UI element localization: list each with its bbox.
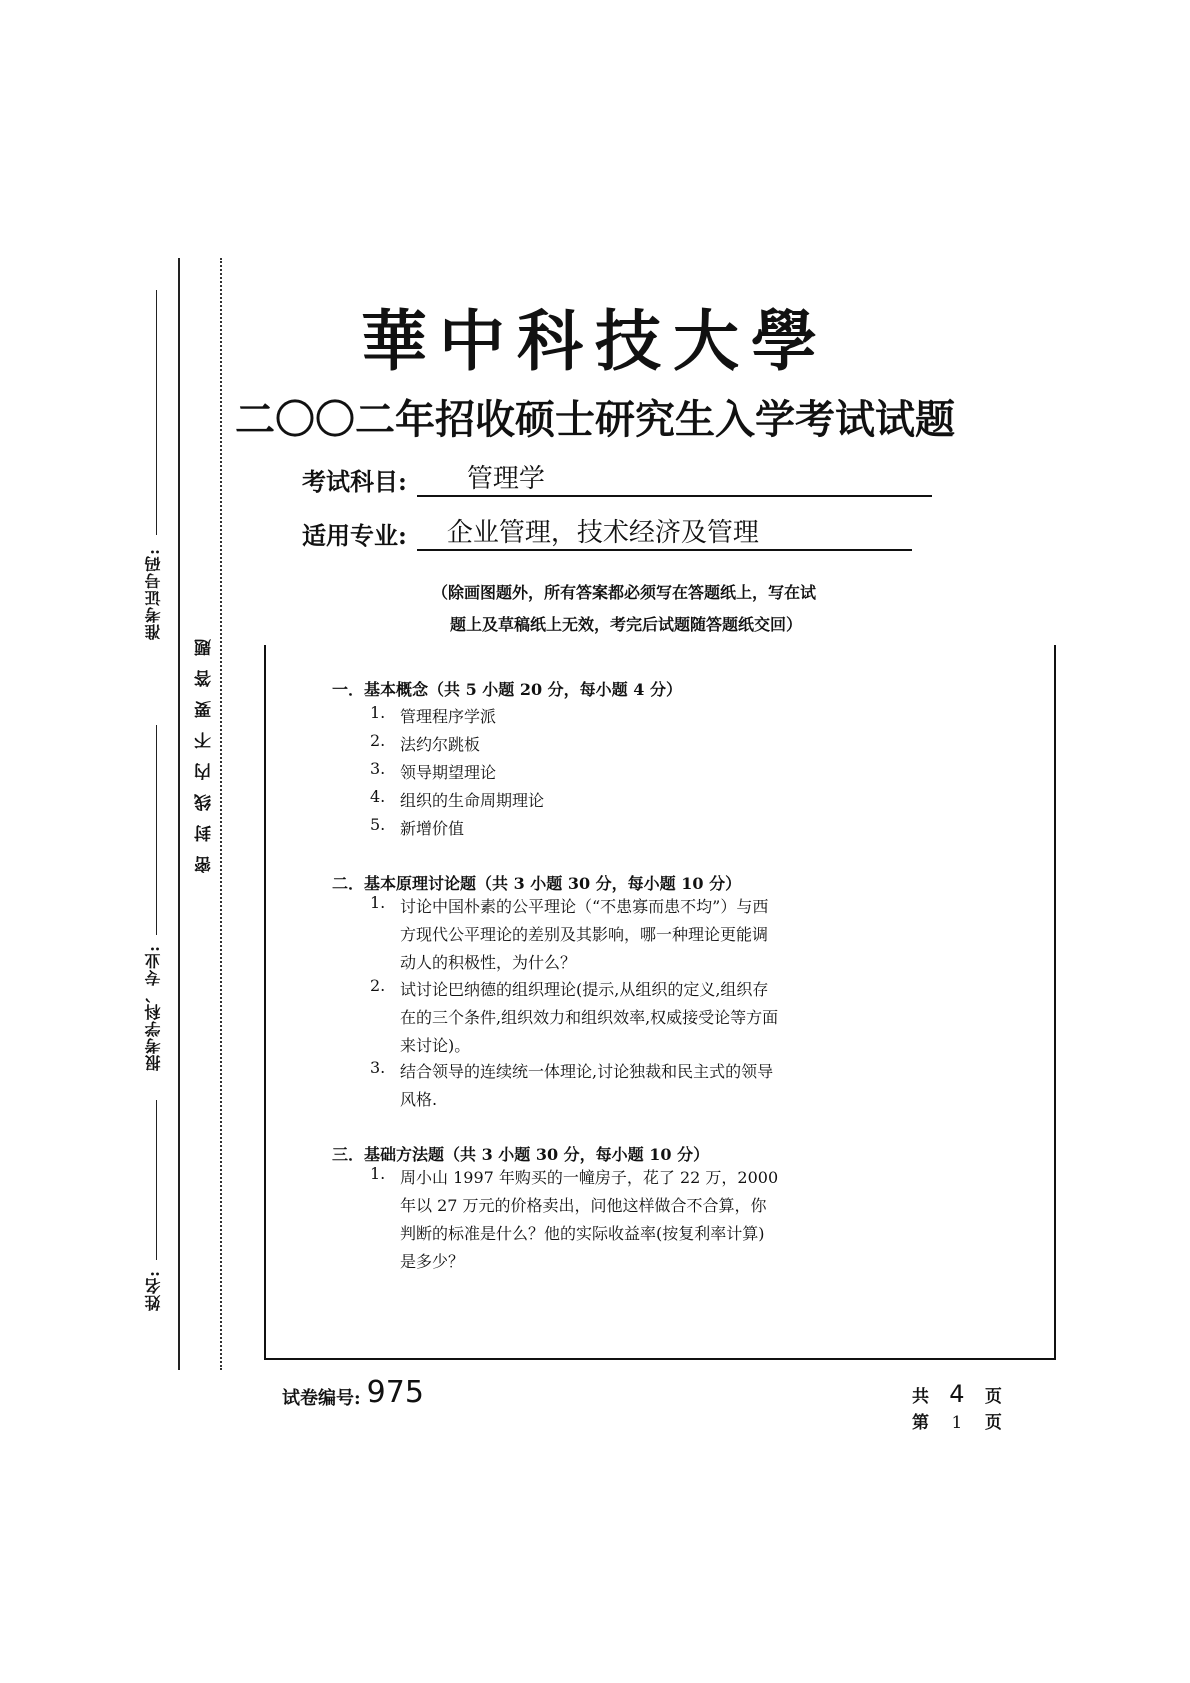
name-label: 姓名:: [144, 1270, 163, 1311]
list-item: 4. 组织的生命周期理论: [370, 787, 545, 810]
list-item: 3. 结合领导的连续统一体理论,讨论独裁和民主式的领导风格.: [370, 1058, 774, 1109]
subject-label: 考试科目:: [302, 467, 407, 496]
section-3-heading: 三．基础方法题（共 3 小题 30 分，每小题 10 分）: [332, 1145, 710, 1164]
instruction-line-2: 题上及草稿纸上无效，考完后试题随答题纸交回）: [450, 615, 803, 634]
list-item: 2. 试讨论巴纳德的组织理论(提示,从组织的定义,组织存在的三个条件,组织效力和组织效率,权威接受论等方面来讨论)。: [370, 976, 779, 1055]
subject-value: 管理学: [417, 458, 932, 497]
total-pages-value: 4: [949, 1380, 965, 1408]
current-page-value: 1: [951, 1413, 963, 1433]
list-item: 1. 讨论中国朴素的公平理论（“不患寡而患不均”）与西方现代公平理论的差别及其影响，哪一种理论更能调动人的积极性，为什么？: [370, 893, 769, 972]
subject-row: [302, 458, 932, 497]
admission-number-label: 准考证号码:: [144, 548, 163, 640]
list-item: 5. 新增价值: [370, 815, 465, 838]
list-item: 1. 周小山 1997 年购买的一幢房子，花了 22 万，2000 年以 27 万元的价格卖出，问他这样做合不合算，你判断的标准是什么？他的实际收益率(按复利率计算)是多少？: [370, 1164, 779, 1271]
major-blank: [156, 725, 157, 935]
list-item: 2. 法约尔跳板: [370, 731, 481, 754]
list-item: 3. 领导期望理论: [370, 759, 497, 782]
applicable-major-value: 企业管理，技术经济及管理: [417, 512, 912, 551]
exam-code: [282, 1375, 424, 1410]
applicable-major-label: 适用专业:: [302, 521, 407, 550]
section-2-heading: 二．基本原理讨论题（共 3 小题 30 分，每小题 10 分）: [332, 874, 742, 893]
section-1-heading: 一．基本概念（共 5 小题 20 分，每小题 4 分）: [332, 680, 682, 699]
list-item: 1. 管理程序学派: [370, 703, 497, 726]
seal-note: 密封线内不要答题: [195, 625, 215, 873]
major-row: [302, 512, 912, 551]
exam-code-label: 试卷编号:: [282, 1388, 361, 1409]
exam-title: 二〇〇二年招收硕士研究生入学考试试题: [235, 396, 955, 443]
major-label: 报考学科、专业:: [144, 945, 163, 1071]
university-name: 華中科技大學: [361, 302, 829, 380]
name-blank: [156, 1100, 157, 1260]
instruction-line-1: （除画图题外，所有答案都必须写在答题纸上，写在试: [432, 583, 817, 602]
exam-code-value: 975: [366, 1375, 424, 1410]
current-page: 第 1 页: [912, 1413, 1002, 1433]
total-pages: 共 4 页: [912, 1380, 1002, 1408]
